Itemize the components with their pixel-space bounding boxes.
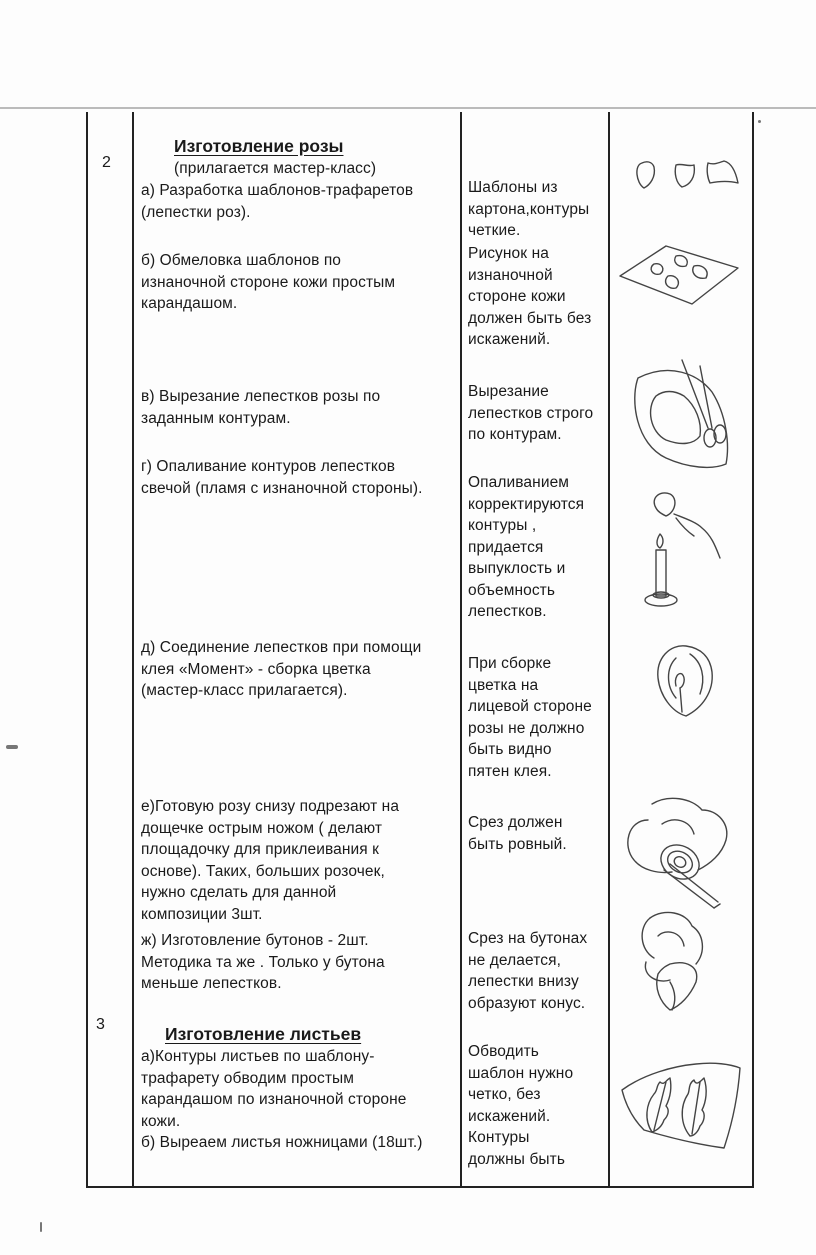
step-v-text: в) Вырезание лепестков розы по заданным контурам.	[141, 388, 381, 427]
step-g-text: г) Опаливание контуров лепестков свечой (пламя с изнаночной стороны).	[141, 458, 423, 497]
step-d-criteria: При сборке цветка на лицевой стороне розы не должно быть видно пятен клея.	[468, 655, 592, 780]
scan-speck	[40, 1222, 42, 1232]
step-g-criteria: Опаливанием корректируются контуры , придается выпуклость и объемность лепестков.	[468, 474, 585, 620]
step-e-criteria: Срез должен быть ровный.	[468, 814, 567, 853]
leather-tracing-icon	[614, 240, 744, 310]
column-divider-2	[460, 112, 462, 1187]
scan-speck	[6, 745, 18, 749]
rose-bud-icon	[630, 906, 720, 1018]
table-left-border	[86, 112, 88, 1187]
step-zh-criteria: Срез на бутонах не делается, лепестки внизу образуют конус.	[468, 930, 588, 1012]
table-bottom-border	[86, 1186, 754, 1188]
column-divider-1	[132, 112, 134, 1187]
section-subheading-rose: (прилагается мастер-класс)	[174, 160, 377, 177]
step-b-text: б) Обмеловка шаблонов по изнаночной стороне кожи простым карандашом.	[141, 252, 396, 312]
row-number-2: 2	[102, 154, 111, 171]
scan-speck	[758, 120, 761, 123]
row-number-3: 3	[96, 1016, 105, 1033]
column-divider-3	[608, 112, 610, 1187]
leaves-step-text: а)Контуры листьев по шаблону- трафарету обводим простым карандашом по изнаночной стороне кожи. б) Выреаем листья ножницами (18шт.)	[141, 1048, 423, 1151]
table-right-border	[752, 112, 754, 1187]
table-top-border	[0, 107, 816, 109]
scissors-cutting-icon	[626, 352, 746, 477]
section-heading-leaves: Изготовление листьев	[165, 1024, 362, 1044]
step-e-text: е)Готовую розу снизу подрезают на дощечке острым ножом ( делают площадочку для приклеивания к основе). Таких, больших розочек, нужно сделать для данной композиции 3шт.	[141, 798, 400, 923]
section-heading-rose: Изготовление розы	[174, 136, 344, 156]
candle-singeing-icon	[636, 488, 726, 618]
leaf-tracing-icon	[614, 1050, 746, 1155]
leaves-step-criteria: Обводить шаблон нужно четко, без искажений. Контуры должны быть	[468, 1043, 574, 1168]
rose-assembly-icon	[650, 640, 720, 720]
petal-templates-icon	[630, 155, 745, 200]
step-a-text: а) Разработка шаблонов-трафаретов (лепестки роз).	[141, 182, 414, 221]
step-b-criteria: Рисунок на изнаночной стороне кожи должен быть без искажений.	[468, 245, 592, 348]
step-d-text: д) Соединение лепестков при помощи клея «Момент» - сборка цветка (мастер-класс прилагается).	[141, 639, 422, 699]
step-zh-text: ж) Изготовление бутонов - 2шт. Методика та же . Только у бутона меньше лепестков.	[141, 932, 385, 992]
step-v-criteria: Вырезание лепестков строго по контурам.	[468, 383, 594, 443]
step-a-criteria: Шаблоны из картона,контуры четкие.	[468, 179, 590, 239]
rose-trimming-icon	[618, 790, 743, 915]
